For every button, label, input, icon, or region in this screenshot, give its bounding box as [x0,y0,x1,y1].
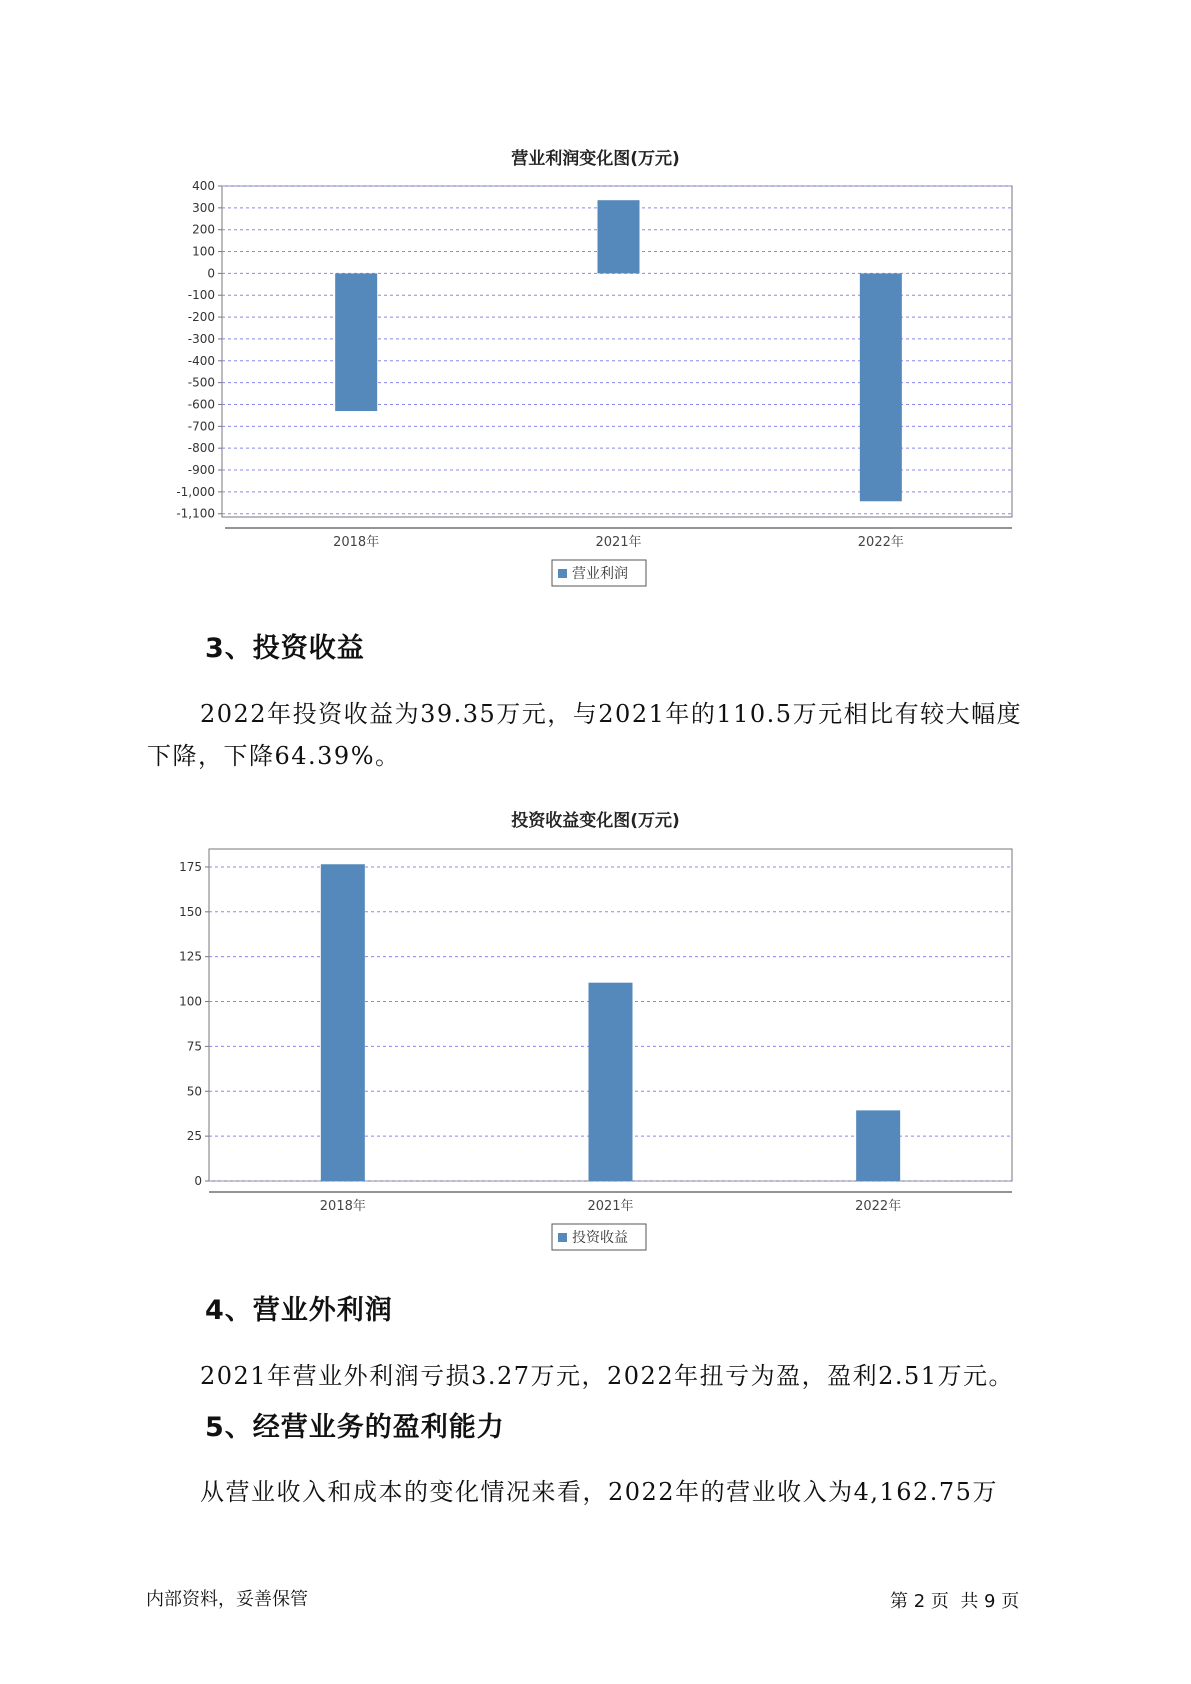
section-4-heading: 4、营业外利润 [205,1295,393,1326]
y-tick-label-14: -1,000 [176,484,215,499]
y-tick-label-6: -200 [187,310,215,325]
y-tick-label-4: 0 [207,266,215,281]
y-tick-label-12: -800 [187,441,215,456]
bar-2021年 [589,983,633,1181]
y-tick-label-3: 100 [192,244,215,259]
y-tick-label-5: -100 [187,288,215,303]
y-tick-label-10: -600 [187,397,215,412]
footer-page-number: 第 2 页 共 9 页 [890,1591,1020,1612]
section-3-paragraph-line-2: 下降，下降64.39%。 [147,742,401,770]
y-tick-label-9: -500 [187,375,215,390]
y-tick-label-2: 200 [192,222,215,237]
y-tick-label-2: 125 [179,949,202,964]
bar-2022年 [856,1110,900,1181]
section-5-paragraph-line-1: 从营业收入和成本的变化情况来看，2022年的营业收入为4,162.75万 [200,1478,998,1506]
section-4-paragraph-line-1: 2021年营业外利润亏损3.27万元，2022年扭亏为盈，盈利2.51万元。 [200,1362,1015,1390]
x-tick-label-0: 2018年 [319,1199,366,1214]
footer-confidential-note: 内部资料，妥善保管 [146,1589,308,1610]
y-tick-label-0: 175 [179,859,202,874]
y-tick-label-3: 100 [179,994,202,1009]
y-tick-label-1: 150 [179,904,202,919]
y-tick-label-8: -400 [187,353,215,368]
y-tick-label-11: -700 [187,419,215,434]
y-tick-label-15: -1,100 [176,506,215,521]
y-tick-label-0: 400 [192,179,215,193]
x-tick-label-2: 2022年 [857,535,904,550]
chart1-title: 营业利润变化图(万元) [511,149,680,169]
y-tick-label-4: 75 [186,1039,202,1054]
x-tick-label-2: 2022年 [855,1199,902,1214]
x-tick-label-1: 2021年 [587,1199,634,1214]
legend-swatch [558,1233,567,1242]
y-tick-label-5: 50 [186,1084,202,1099]
x-tick-label-1: 2021年 [595,535,642,550]
chart2-title: 投资收益变化图(万元) [511,811,680,831]
bar-2018年 [321,864,365,1181]
y-tick-label-7: 0 [194,1174,202,1188]
y-tick-label-7: -300 [187,331,215,346]
section-5-heading: 5、经营业务的盈利能力 [205,1412,505,1443]
section-3-paragraph-line-1: 2022年投资收益为39.35万元，与2021年的110.5万元相比有较大幅度 [200,700,1023,728]
x-tick-label-0: 2018年 [333,535,380,550]
legend-label: 营业利润 [572,566,628,582]
y-tick-label-1: 300 [192,200,215,215]
section-3-heading: 3、投资收益 [205,633,365,664]
legend-label: 投资收益 [572,1230,628,1246]
y-tick-label-13: -900 [187,463,215,478]
y-tick-label-6: 25 [186,1129,202,1144]
